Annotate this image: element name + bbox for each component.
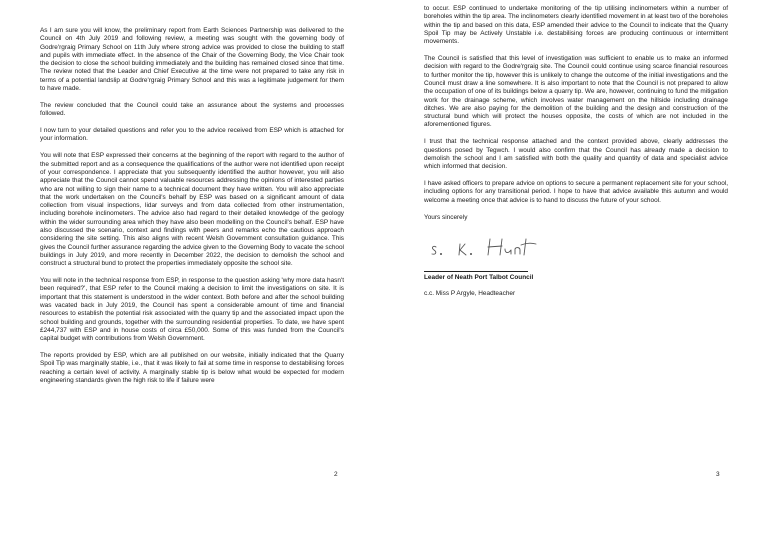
page-number: 3 [716, 471, 720, 478]
closing: Yours sincerely [424, 213, 468, 221]
signature-line [424, 271, 528, 272]
paragraph: to occur. ESP continued to undertake monitoring of the tip utilising inclinometers within a number of boreholes within the tip area. The inclinometers clearly identified movement in at least two of the boreholes within the tip and based on this data, ESP amended their advice to the Council to indicate that the Quarry Spoil Tip may be Actively Unstable i.e. destabilising forces are producing continuous or intermittent movements. [424, 5, 728, 46]
signature-icon [426, 231, 546, 261]
handwritten-signature [426, 231, 728, 261]
paragraph: You will note in the technical response from ESP, in response to the question asking 'why more data hasn't been required?', that ESP refer to the Council making a decision to limit the investigations on site. It is important that this statement is understood in the wider context. Both before and after the school building was vacated back in July 2019, the Council has spent a considerable amount of time and financial resources to establish the potential risk associated with the quarry tip and the associated impact upon the school building and grounds, together with the surrounding residential properties. To date, we have spent £244,737 with ESP and in house costs of circa £50,000. Some of this was funded from the Council's capital budget with contributions from Welsh Government. [40, 277, 344, 343]
page-number: 2 [334, 471, 338, 478]
signatory-title: Leader of Neath Port Talbot Council [424, 273, 534, 281]
paragraph: As I am sure you will know, the preliminary report from Earth Sciences Partnership was delivered to the Council on 4th July 2019 and following review, a meeting was sought with the governing body of Godre'rgraig Primary School on 11th July where strong advice was provided to close the building to staff and pupils with immediate effect. In the absence of the Chair of the Governing Body, the Vice Chair took the decision to close the school building immediately and the building has remained closed since that time. The review noted that the Leader and Chief Executive at the time were not prepared to take any risk in terms of a potential landslip at Godre'rgraig Primary School and this was a legitimate judgement for them to have made. [40, 27, 344, 93]
paragraph: The review concluded that the Council could take an assurance about the systems and processes followed. [40, 101, 344, 118]
paragraph: I have asked officers to prepare advice on options to secure a permanent replacement site for your school, including options for any transitional period. I hope to have that advice available this autumn and would welcome a meeting once that advice is to hand to discuss the future of your school. [424, 180, 728, 204]
carbon-copy: c.c. Miss P Argyle, Headteacher [424, 290, 516, 298]
paragraph: You will note that ESP expressed their concerns at the beginning of the report with regard to the author of the submitted report and as a consequence the qualifications of the author were not identified upon receipt of your correspondence. I appreciate that you subsequently identified the author however, you will also appreciate that the Council cannot spend valuable resources addressing the opinions of interested parties who are not willing to sign their name to a technical document they have written. You will also appreciate that the work undertaken on the Council's behalf by ESP was based on a significant amount of data collection from visual inspections, lidar surveys and from data collected from other instrumentation, including borehole inclinometers. The advice also had regard to their detailed knowledge of the geology within the wider surrounding area which they have also been modelling on the Council's behalf. ESP have also discussed the scenario, context and findings with peers and remarks echo the cautious approach considering the site setting. This also aligns with recent Welsh Government consultation guidance. This gives the Council further assurance regarding the advice given to the Governing Body to vacate the school buildings in July 2019, and more recently in December 2022, the decision to demolish the school and construct a structural bund to protect the properties immediately opposite the school site. [40, 152, 344, 268]
paragraph: I trust that the technical response attached and the context provided above, clearly addresses the questions posed by Tegwch. I would also confirm that the Council has already made a decision to demolish the school and I am satisfied with both the quality and quantity of data and specialist advice which informed that decision. [424, 138, 728, 171]
paragraph: I now turn to your detailed questions and refer you to the advice received from ESP which is attached for your information. [40, 127, 344, 143]
paragraph: The reports provided by ESP, which are all published on our website, initially indicated that the Quarry Spoil Tip was marginally stable, i.e., that it was likely to fail at some time in response to destabilising forces reaching a certain level of activity. A marginally stable tip is below what would be expected for modern engineering standards given the high risk to life if failure were [40, 352, 344, 384]
page-right [384, 0, 768, 534]
paragraph: The Council is satisfied that this level of investigation was sufficient to enable us to make an informed decision with regard to the Godre'rgraig site. The Council could continue using scarce financial resources to further monitor the tip, however this is unlikely to change the outcome of the initial investigations and the Council must draw a line somewhere. It is also important to note that the Council is not prepared to allow the occupation of one of its buildings below a quarry tip. We are, however, continuing to fund the mitigation work for the drainage scheme, which involves water management on the hillside including drainage ditches. We are also paying for the demolition of the building and the design and construction of the structural bund which will protect the houses opposite, the costs of which are not included in the aforementioned figures. [424, 55, 728, 129]
